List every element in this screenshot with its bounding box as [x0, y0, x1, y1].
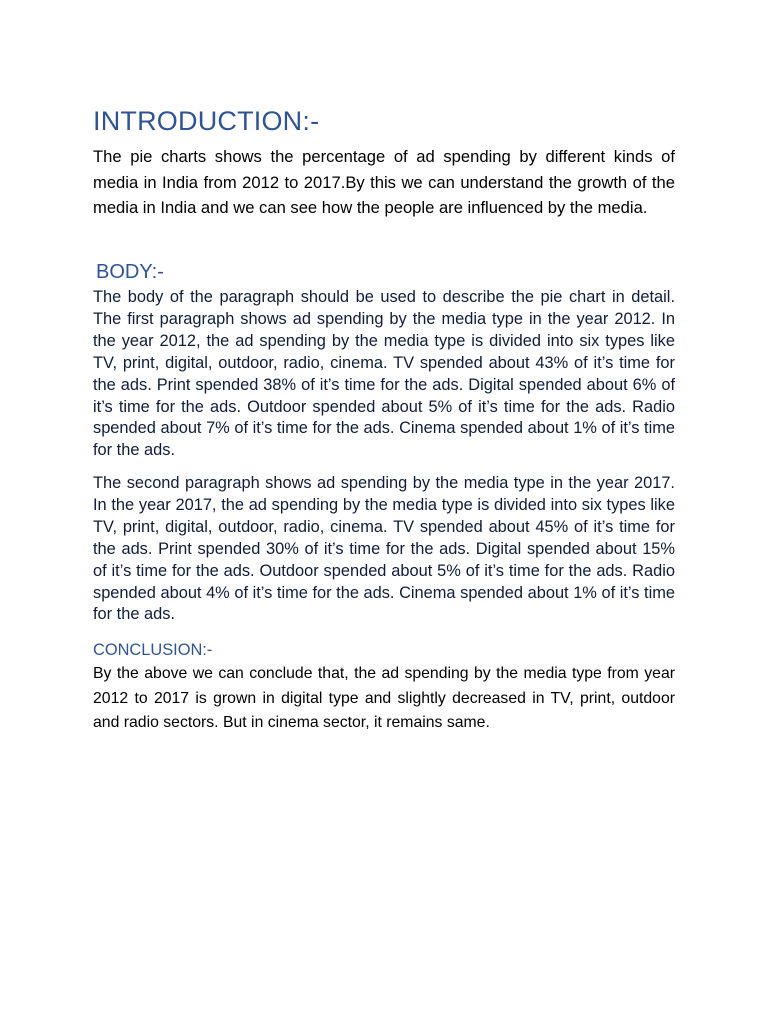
- body-heading: BODY:-: [96, 261, 164, 283]
- body-paragraph-2012: The body of the paragraph should be used to describe the pie chart in detail. The first paragraph shows ad spending by the media type in the year 2012. In the year 2012, the ad spending by the media type is divided into six types like TV, print, digital, outdoor, radio, cinema. TV spended about 43% of it’s time for the ads. Print spended 38% of it’s time for the ads. Digital spended about 6% of it’s time for the ads. Outdoor spended about 5% of it’s time for the ads. Radio spended about 7% of it’s time for the ads. Cinema spended about 1% of it’s time for the ads.: [93, 288, 675, 460]
- body-paragraph-2017: The second paragraph shows ad spending by the media type in the year 2017. In the year 2017, the ad spending by the media type is divided into six types like TV, print, digital, outdoor, radio, cinema. TV spended about 45% of it’s time for the ads. Print spended 30% of it’s time for the ads. Digital spended about 15% of it’s time for the ads. Outdoor spended about 5% of it’s time for the ads. Radio spended about 4% of it’s time for the ads. Cinema spended about 1% of it’s time for the ads.: [93, 474, 675, 624]
- conclusion-heading: CONCLUSION:-: [93, 641, 213, 659]
- introduction-heading: INTRODUCTION:-: [93, 106, 320, 136]
- introduction-paragraph: The pie charts shows the percentage of ad spending by different kinds of media in India from 2012 to 2017.By this we can understand the growth of the media in India and we can see how the people are influenced by the media.: [93, 147, 675, 218]
- conclusion-paragraph: By the above we can conclude that, the ad spending by the media type from year 2012 to 2017 is grown in digital type and slightly decreased in TV, print, outdoor and radio sectors. But in cinema sector, it remains same.: [93, 665, 675, 732]
